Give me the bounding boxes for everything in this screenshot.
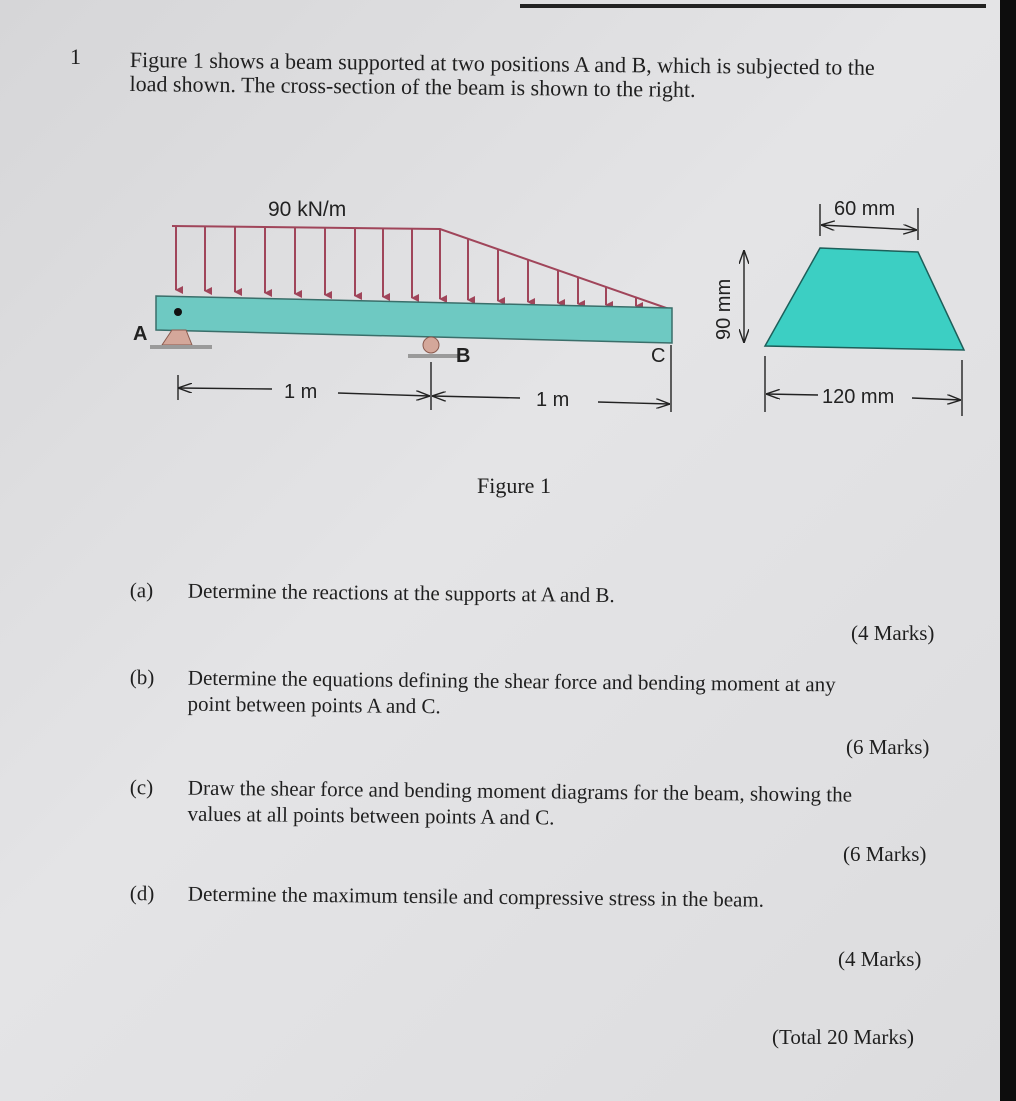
part-label: (b) (129, 664, 155, 690)
marks-part-d: (4 Marks) (838, 947, 922, 971)
bottom-width-label: 120 mm (822, 386, 895, 408)
dim-bottom-right (912, 398, 961, 400)
total-marks: (Total 20 Marks) (772, 1025, 914, 1049)
intro-line-1: Figure 1 shows a beam supported at two positions A and B, which is subjected to the (129, 47, 875, 80)
span-ab-label: 1 m (284, 381, 318, 403)
cross-section-trapezoid (765, 248, 964, 350)
point-c-label: C (651, 345, 666, 367)
marks-part-b: (6 Marks) (846, 735, 930, 759)
intro-line-2: load shown. The cross-section of the beam is shown to the right. (129, 70, 696, 102)
part-label: (c) (129, 774, 154, 800)
part-text-line: Determine the maximum tensile and compressive stress in the beam. (187, 881, 765, 912)
dim-ab-right (338, 393, 430, 396)
load-arrows (176, 226, 636, 306)
part-text-line: values at all points between points A and C. (187, 801, 555, 830)
top-width-label: 60 mm (834, 198, 896, 220)
part-text-line: Determine the equations defining the shear force and bending moment at any (187, 665, 836, 697)
marks-part-a: (4 Marks) (851, 621, 935, 645)
dim-bc-left (432, 396, 520, 398)
span-bc-label: 1 m (536, 389, 570, 411)
pin-dot (174, 308, 182, 316)
question-number: 1 (70, 44, 81, 69)
dim-bc-right (598, 402, 670, 404)
load-label: 90 kN/m (268, 198, 347, 221)
dim-ab-left (178, 388, 272, 389)
pin-support-a (150, 330, 212, 349)
beam-figure (0, 0, 1000, 470)
marks-part-c: (6 Marks) (843, 842, 927, 866)
support-b-label: B (456, 345, 471, 367)
part-label: (d) (129, 880, 155, 906)
figure-caption: Figure 1 (477, 473, 551, 498)
part-label: (a) (129, 577, 154, 603)
beam (156, 296, 672, 343)
support-a-label: A (133, 323, 148, 345)
part-text-line: point between points A and C. (187, 691, 441, 719)
height-label: 90 mm (713, 278, 735, 340)
part-text-line: Determine the reactions at the supports at A and B. (187, 578, 615, 608)
dim-top-width (821, 225, 917, 230)
dim-bottom-left (766, 394, 818, 395)
roller-support-b (408, 337, 458, 358)
page-edge-shadow (1000, 0, 1016, 1101)
part-text-line: Draw the shear force and bending moment diagrams for the beam, showing the (187, 775, 853, 807)
